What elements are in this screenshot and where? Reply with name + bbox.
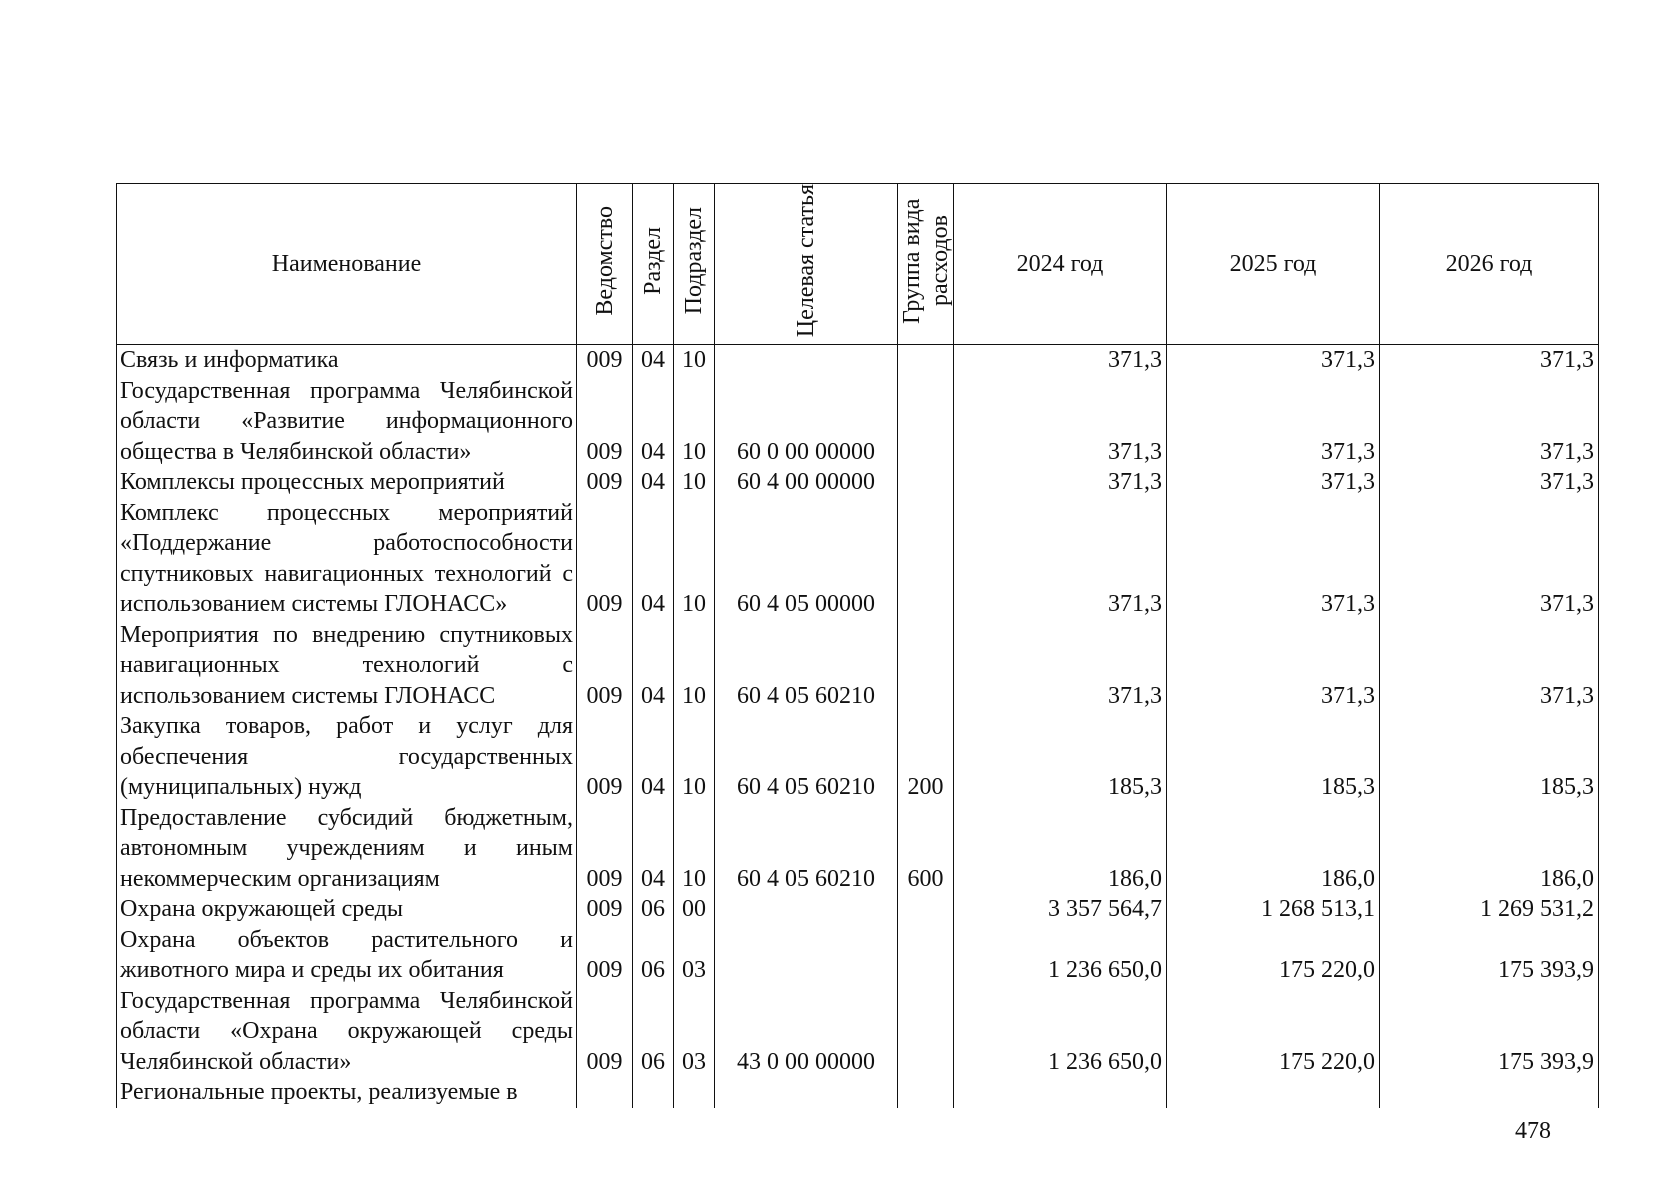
row-name: Региональные проекты, реализуемые в <box>117 1077 577 1108</box>
row-value-2025: 371,3 <box>1167 467 1380 498</box>
row-value-2024: 1 236 650,0 <box>954 986 1167 1078</box>
row-celevaya-statya <box>715 894 898 925</box>
row-value-2026: 175 393,9 <box>1380 986 1599 1078</box>
row-name: Комплекс процессных мероприятий «Поддержание работоспособности спутниковых навигационных технологий с использованием системы ГЛОНАСС» <box>117 498 577 620</box>
row-gruppa <box>898 986 954 1078</box>
row-razdel: 04 <box>633 803 674 895</box>
row-value-2025 <box>1167 1077 1380 1108</box>
row-name: Предоставление субсидий бюджетным, автономным учреждениям и иным некоммерческим организациям <box>117 803 577 895</box>
row-value-2024: 371,3 <box>954 498 1167 620</box>
row-value-2024: 1 236 650,0 <box>954 925 1167 986</box>
row-podrazdel: 00 <box>674 894 715 925</box>
row-value-2026 <box>1380 1077 1599 1108</box>
row-value-2024: 371,3 <box>954 376 1167 468</box>
row-value-2026: 371,3 <box>1380 467 1599 498</box>
row-value-2026: 371,3 <box>1380 376 1599 468</box>
table-row <box>117 986 1599 1078</box>
row-gruppa <box>898 467 954 498</box>
budget-table <box>116 183 1599 1108</box>
page-number: 478 <box>1515 1118 1551 1144</box>
table-row <box>117 894 1599 925</box>
row-value-2024: 186,0 <box>954 803 1167 895</box>
row-podrazdel: 10 <box>674 620 715 712</box>
row-celevaya-statya <box>715 925 898 986</box>
row-value-2025: 175 220,0 <box>1167 986 1380 1078</box>
row-razdel <box>633 1077 674 1108</box>
row-gruppa <box>898 345 954 376</box>
row-podrazdel: 10 <box>674 345 715 376</box>
row-vedomstvo: 009 <box>577 925 633 986</box>
row-podrazdel: 10 <box>674 498 715 620</box>
row-name: Государственная программа Челябинской области «Охрана окружающей среды Челябинской области» <box>117 986 577 1078</box>
row-podrazdel: 10 <box>674 711 715 803</box>
row-vedomstvo: 009 <box>577 894 633 925</box>
row-celevaya-statya: 60 0 00 00000 <box>715 376 898 468</box>
row-gruppa <box>898 894 954 925</box>
row-value-2024: 371,3 <box>954 620 1167 712</box>
row-value-2026: 371,3 <box>1380 498 1599 620</box>
row-vedomstvo <box>577 1077 633 1108</box>
row-razdel: 06 <box>633 986 674 1078</box>
row-celevaya-statya: 43 0 00 00000 <box>715 986 898 1078</box>
header-2025: 2025 год <box>1167 184 1380 345</box>
header-name: Наименование <box>117 184 577 345</box>
row-celevaya-statya <box>715 345 898 376</box>
row-name: Государственная программа Челябинской области «Развитие информационного общества в Челябинской области» <box>117 376 577 468</box>
row-podrazdel <box>674 1077 715 1108</box>
row-podrazdel: 10 <box>674 376 715 468</box>
table-row <box>117 711 1599 803</box>
table-row <box>117 803 1599 895</box>
table-row <box>117 1077 1599 1108</box>
row-name: Мероприятия по внедрению спутниковых навигационных технологий с использованием системы ГЛОНАСС <box>117 620 577 712</box>
row-gruppa <box>898 620 954 712</box>
row-razdel: 06 <box>633 925 674 986</box>
row-razdel: 04 <box>633 620 674 712</box>
row-vedomstvo: 009 <box>577 498 633 620</box>
header-celevaya-statya: Целевая статья <box>715 184 898 345</box>
row-podrazdel: 03 <box>674 986 715 1078</box>
row-value-2025: 371,3 <box>1167 620 1380 712</box>
row-vedomstvo: 009 <box>577 467 633 498</box>
row-podrazdel: 10 <box>674 803 715 895</box>
row-razdel: 04 <box>633 345 674 376</box>
header-razdel: Раздел <box>633 184 674 345</box>
row-vedomstvo: 009 <box>577 986 633 1078</box>
row-razdel: 04 <box>633 711 674 803</box>
row-celevaya-statya: 60 4 05 00000 <box>715 498 898 620</box>
row-value-2026: 175 393,9 <box>1380 925 1599 986</box>
row-name: Связь и информатика <box>117 345 577 376</box>
row-celevaya-statya <box>715 1077 898 1108</box>
row-value-2024: 371,3 <box>954 345 1167 376</box>
table-row <box>117 498 1599 620</box>
row-gruppa <box>898 1077 954 1108</box>
table-header-row <box>117 184 1599 345</box>
table-row <box>117 467 1599 498</box>
row-value-2024: 185,3 <box>954 711 1167 803</box>
row-name: Комплексы процессных мероприятий <box>117 467 577 498</box>
row-gruppa <box>898 498 954 620</box>
row-value-2025: 185,3 <box>1167 711 1380 803</box>
row-gruppa <box>898 376 954 468</box>
row-vedomstvo: 009 <box>577 620 633 712</box>
row-value-2026: 371,3 <box>1380 620 1599 712</box>
table-row <box>117 345 1599 376</box>
row-name: Охрана окружающей среды <box>117 894 577 925</box>
row-razdel: 06 <box>633 894 674 925</box>
table-body <box>117 345 1599 1108</box>
table-row <box>117 620 1599 712</box>
row-value-2024 <box>954 1077 1167 1108</box>
header-gruppa-vida-rashodov: Группа вида расходов <box>898 184 954 345</box>
row-value-2025: 175 220,0 <box>1167 925 1380 986</box>
table-row <box>117 925 1599 986</box>
row-razdel: 04 <box>633 376 674 468</box>
row-value-2025: 186,0 <box>1167 803 1380 895</box>
table-row <box>117 376 1599 468</box>
row-vedomstvo: 009 <box>577 803 633 895</box>
row-vedomstvo: 009 <box>577 345 633 376</box>
row-razdel: 04 <box>633 498 674 620</box>
row-vedomstvo: 009 <box>577 376 633 468</box>
row-value-2025: 1 268 513,1 <box>1167 894 1380 925</box>
header-podrazdel: Подраздел <box>674 184 715 345</box>
row-razdel: 04 <box>633 467 674 498</box>
row-celevaya-statya: 60 4 05 60210 <box>715 711 898 803</box>
row-vedomstvo: 009 <box>577 711 633 803</box>
row-gruppa: 200 <box>898 711 954 803</box>
row-value-2026: 1 269 531,2 <box>1380 894 1599 925</box>
row-value-2025: 371,3 <box>1167 376 1380 468</box>
row-celevaya-statya: 60 4 05 60210 <box>715 803 898 895</box>
header-vedomstvo: Ведомство <box>577 184 633 345</box>
row-gruppa: 600 <box>898 803 954 895</box>
row-value-2026: 371,3 <box>1380 345 1599 376</box>
row-name: Охрана объектов растительного и животного мира и среды их обитания <box>117 925 577 986</box>
header-2024: 2024 год <box>954 184 1167 345</box>
row-value-2025: 371,3 <box>1167 498 1380 620</box>
row-value-2024: 371,3 <box>954 467 1167 498</box>
row-podrazdel: 03 <box>674 925 715 986</box>
row-value-2026: 186,0 <box>1380 803 1599 895</box>
row-value-2026: 185,3 <box>1380 711 1599 803</box>
row-value-2025: 371,3 <box>1167 345 1380 376</box>
header-2026: 2026 год <box>1380 184 1599 345</box>
row-gruppa <box>898 925 954 986</box>
row-value-2024: 3 357 564,7 <box>954 894 1167 925</box>
row-podrazdel: 10 <box>674 467 715 498</box>
row-name: Закупка товаров, работ и услуг для обеспечения государственных (муниципальных) нужд <box>117 711 577 803</box>
row-celevaya-statya: 60 4 00 00000 <box>715 467 898 498</box>
row-celevaya-statya: 60 4 05 60210 <box>715 620 898 712</box>
